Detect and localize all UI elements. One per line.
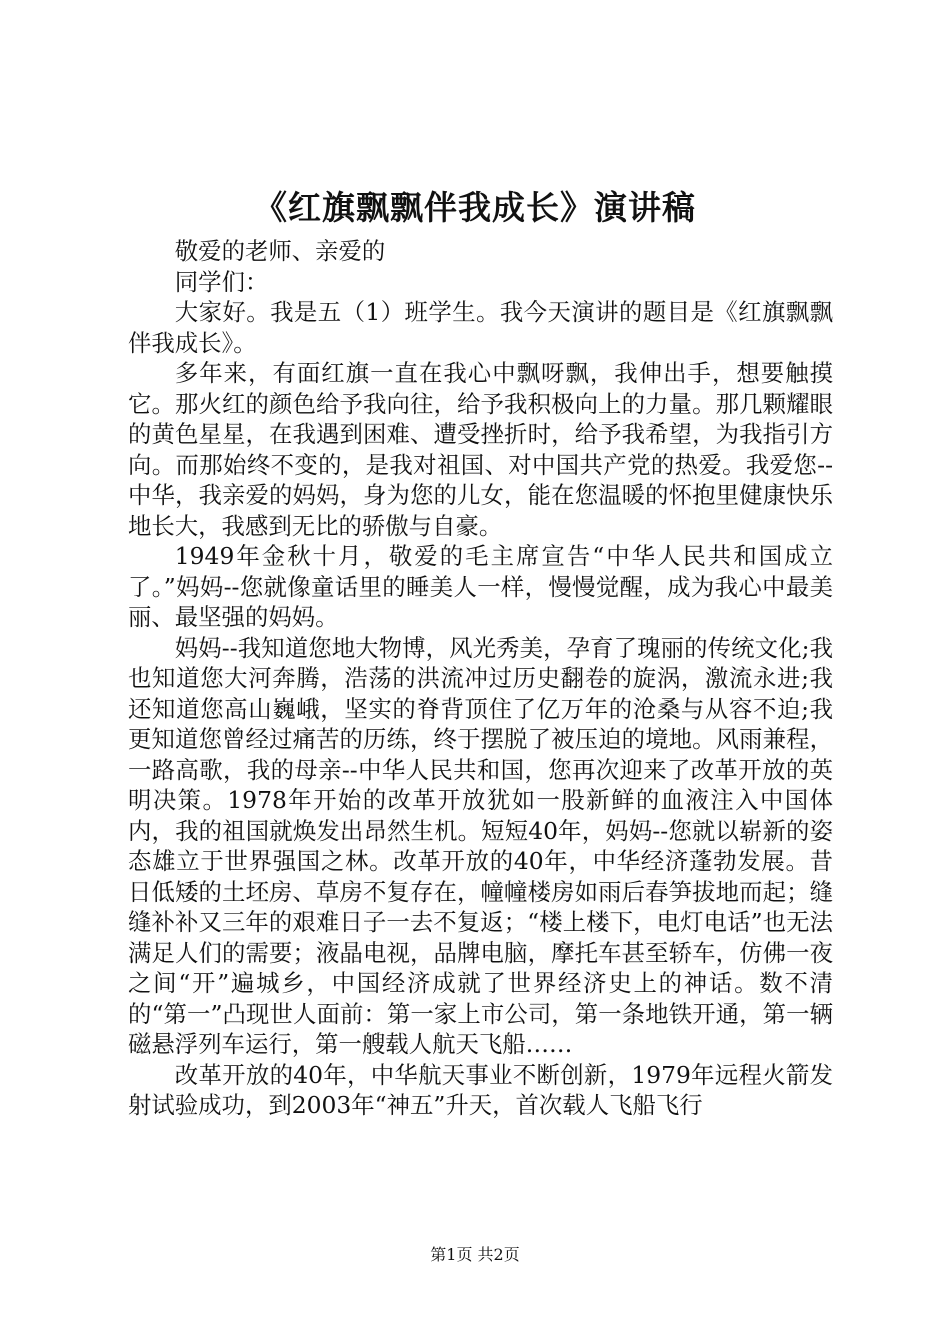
document-title: 《红旗飘飘伴我成长》演讲稿 xyxy=(254,188,696,227)
salutation-line-1: 敬爱的老师、亲爱的 xyxy=(174,237,386,265)
paragraph-1949: 1949年金秋十月，敬爱的毛主席宣告“中华人民共和国成立了。”妈妈--您就像童话里的睡美人一样，慢慢觉醒，成为我心中最美丽、最坚强的妈妈。 xyxy=(128,542,833,631)
salutation-line-2: 同学们： xyxy=(174,267,269,296)
paragraph-aerospace: 改革开放的40年，中华航天事业不断创新，1979年远程火箭发射试验成功，到2003年“神五”升天，首次载人飞船飞行 xyxy=(128,1060,833,1119)
paragraph-greeting: 大家好。我是五（1）班学生。我今天演讲的题目是《红旗飘飘伴我成长》。 xyxy=(128,298,833,357)
paragraph-reform: 妈妈--我知道您地大物博，风光秀美，孕育了瑰丽的传统文化;我也知道您大河奔腾，浩荡的洪流冲过历史翻卷的旋涡，激流永进;我还知道您高山巍峨，坚实的脊背顶住了亿万年的沧桑与从容不迫;我更知道您曾经过痛苦的历练，终于摆脱了被压迫的境地。风雨兼程，一路高歌，我的母亲--中华人民共和国，您再次迎来了改革开放的英明决策。1978年开始的改革开放犹如一股新鲜的血液注入中国体内，我的祖国就焕发出昂然生机。短短40年，妈妈--您就以崭新的姿态雄立于世界强国之林。改革开放的40年，中华经济蓬勃发展。昔日低矮的土坯房、草房不复存在，幢幢楼房如雨后春笋拔地而起；缝缝补补又三年的艰难日子一去不复返；“楼上楼下，电灯电话”也无法满足人们的需要；液晶电视，品牌电脑，摩托车甚至轿车，仿佛一夜之间“开”遍城乡，中国经济成就了世界经济史上的神话。数不清的“第一”凸现世人面前：第一家上市公司，第一条地铁开通，第一辆磁悬浮列车运行，第一艘载人航天飞船…… xyxy=(128,633,833,1058)
page-footer: 第1页 共2页 xyxy=(430,1245,520,1264)
document-body xyxy=(128,236,833,1121)
paragraph-red-flag: 多年来，有面红旗一直在我心中飘呀飘，我伸出手，想要触摸它。那火红的颜色给予我向往，给予我积极向上的力量。那几颗耀眼的黄色星星，在我遇到困难、遭受挫折时，给予我希望，为我指引方向。而那始终不变的，是我对祖国、对中国共产党的热爱。我爱您--中华，我亲爱的妈妈，身为您的儿女，能在您温暖的怀抱里健康快乐地长大，我感到无比的骄傲与自豪。 xyxy=(128,359,833,540)
